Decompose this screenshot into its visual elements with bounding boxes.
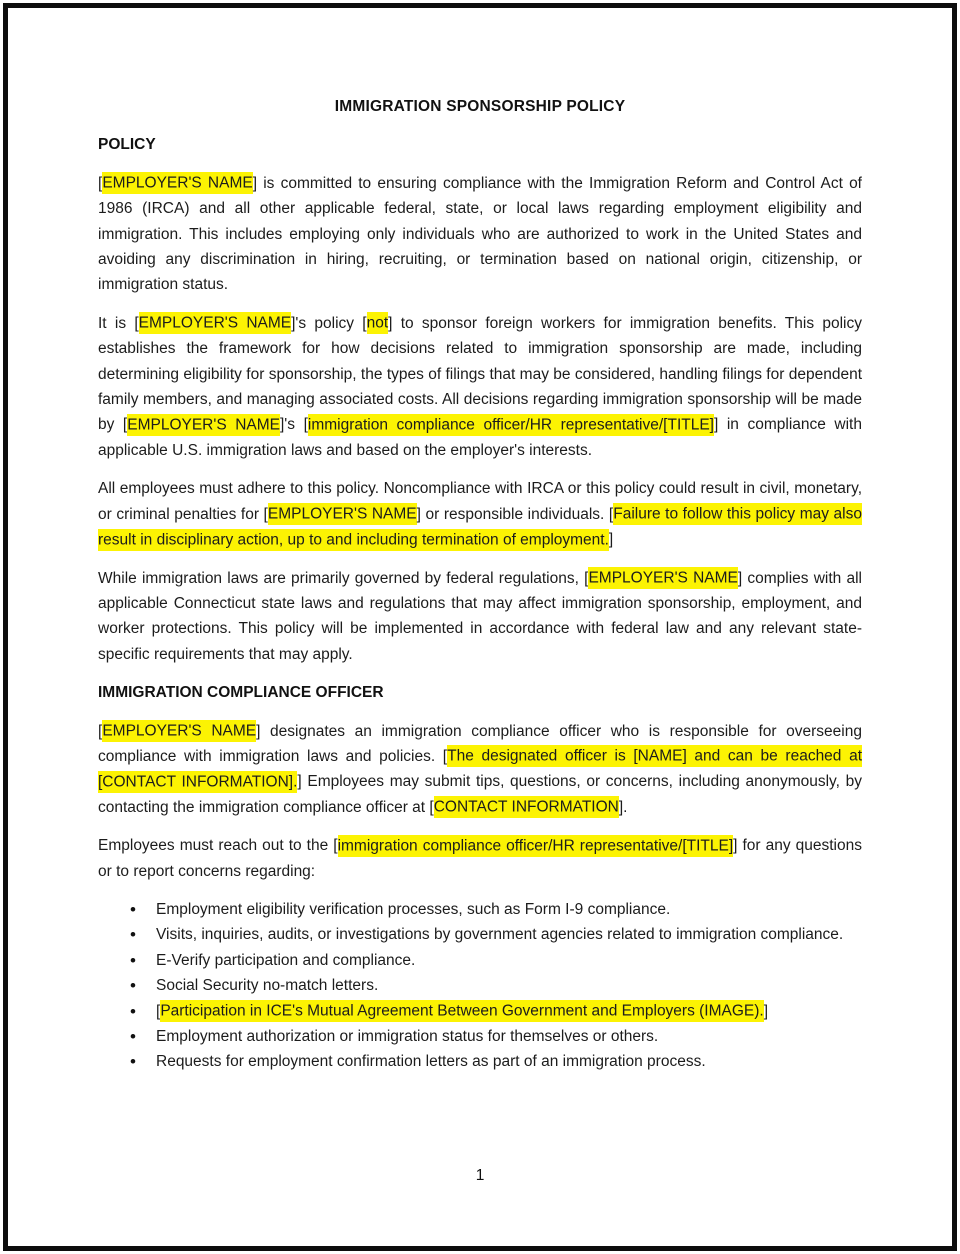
section-heading: POLICY xyxy=(98,136,156,154)
section-heading: IMMIGRATION COMPLIANCE OFFICER xyxy=(98,684,384,702)
list-item xyxy=(98,1024,862,1049)
text-run: ] xyxy=(763,1002,769,1020)
text-run: All employees must adhere to this policy. Noncompliance with IRCA or this policy could result in civil, monetary, or criminal penalties for [ xyxy=(98,480,862,523)
text-run: Social Security no-match letters. xyxy=(156,977,379,995)
text-run: Employment eligibility verification processes, such as Form I-9 compliance. xyxy=(156,900,671,918)
text-run: ] complies with all applicable Connecticut state laws and regulations that may affect immigration sponsorship, employment, and worker protections. This policy will be implemented in accordance with federal law and any relevant state-specific requirements that may apply. xyxy=(98,569,862,663)
text-run: ] Employees may submit tips, questions, or concerns, including anonymously, by contacting the immigration compliance officer at [ xyxy=(98,773,862,816)
list-item xyxy=(98,922,862,947)
highlighted-placeholder: CONTACT INFORMATION xyxy=(434,796,619,818)
paragraph xyxy=(98,833,862,884)
text-run: [ xyxy=(156,1002,161,1020)
text-run: Employees must reach out to the [ xyxy=(98,837,338,855)
list-item xyxy=(98,973,862,998)
document-page xyxy=(8,8,952,1246)
text-run: ] in compliance with applicable U.S. immigration laws and based on the employer's interests. xyxy=(98,416,862,459)
highlighted-placeholder: Failure to follow this policy may also result in disciplinary action, up to and including termination of employment. xyxy=(98,503,862,550)
document-title: IMMIGRATION SPONSORSHIP POLICY xyxy=(334,98,626,115)
text-run: While immigration laws are primarily governed by federal regulations, [ xyxy=(98,569,589,587)
list-item xyxy=(98,948,862,973)
text-run: ]'s [ xyxy=(280,416,308,434)
text-run: ]. xyxy=(618,798,628,816)
highlighted-placeholder: The designated officer is [NAME] and can be reached at [CONTACT INFORMATION]. xyxy=(98,745,862,792)
highlighted-placeholder: not xyxy=(367,312,389,334)
paragraph xyxy=(98,566,862,668)
text-run: ] designates an immigration compliance officer who is responsible for overseeing compliance with immigration laws and policies. [ xyxy=(98,722,862,765)
text-run: [ xyxy=(98,174,103,192)
highlighted-placeholder: EMPLOYER'S NAME xyxy=(268,503,417,525)
highlighted-placeholder: EMPLOYER'S NAME xyxy=(102,172,252,194)
page-border xyxy=(3,3,957,1251)
bullet-list xyxy=(98,897,862,1075)
list-item xyxy=(98,1049,862,1074)
page-number: 1 xyxy=(475,1166,485,1184)
text-run: ] to sponsor foreign workers for immigration benefits. This policy establishes the framework for how decisions related to immigration sponsorship are made, including determining eligibility for sponsorship, the types of filings that may be considered, handling filings for dependent family members, and managing associated costs. All decisions regarding immigration sponsorship will be made by [ xyxy=(98,314,862,434)
highlighted-placeholder: EMPLOYER'S NAME xyxy=(127,414,280,436)
paragraph xyxy=(98,171,862,298)
text-run: ]'s policy [ xyxy=(291,314,367,332)
paragraph xyxy=(98,311,862,463)
highlighted-placeholder: EMPLOYER'S NAME xyxy=(102,720,256,742)
text-run: ] or responsible individuals. [ xyxy=(416,505,614,523)
text-run: Visits, inquiries, audits, or investigations by government agencies related to immigration compliance. xyxy=(156,926,844,944)
list-item xyxy=(98,897,862,922)
highlighted-placeholder: EMPLOYER'S NAME xyxy=(139,312,291,334)
highlighted-placeholder: EMPLOYER'S NAME xyxy=(588,567,737,589)
highlighted-placeholder: Participation in ICE's Mutual Agreement Between Government and Employers (IMAGE). xyxy=(160,1000,763,1022)
highlighted-placeholder: immigration compliance officer/HR representative/[TITLE] xyxy=(338,835,734,857)
text-run: It is [ xyxy=(98,314,139,332)
text-run: ] xyxy=(608,531,614,549)
text-run: [ xyxy=(98,722,103,740)
text-run: Requests for employment confirmation letters as part of an immigration process. xyxy=(156,1053,706,1071)
paragraph xyxy=(98,476,862,552)
highlighted-placeholder: immigration compliance officer/HR representative/[TITLE] xyxy=(308,414,714,436)
text-run: ] for any questions or to report concerns regarding: xyxy=(98,837,862,880)
text-run: Employment authorization or immigration status for themselves or others. xyxy=(156,1028,659,1045)
list-item xyxy=(98,999,862,1024)
paragraph xyxy=(98,719,862,821)
text-run: ] is committed to ensuring compliance with the Immigration Reform and Control Act of 1986 (IRCA) and all other applicable federal, state, or local laws regarding employment eligibility and immigration. This includes employing only individuals who are authorized to work in the United States and avoiding any discrimination in hiring, recruiting, or termination based on national origin, citizenship, or immigration status. xyxy=(98,174,862,294)
document-body xyxy=(98,132,862,1074)
text-run: E-Verify participation and compliance. xyxy=(156,951,416,969)
